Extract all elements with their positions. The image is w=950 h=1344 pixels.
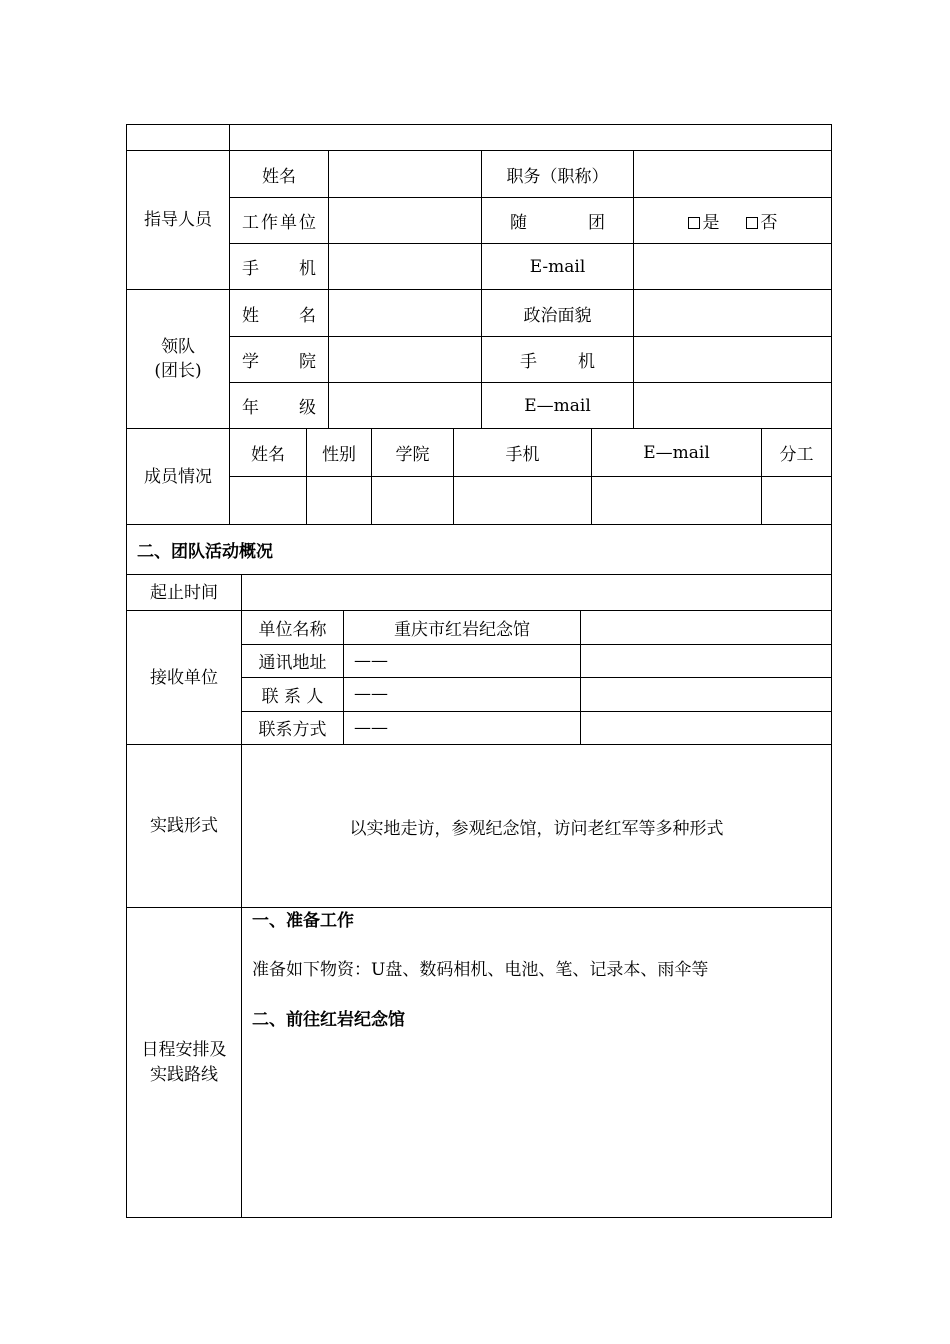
period-field[interactable]	[242, 575, 831, 610]
member-gender-field[interactable]	[306, 477, 371, 524]
period-label: 起止时间	[127, 575, 242, 610]
receiver-unit-value: 重庆市红岩纪念馆	[343, 611, 580, 644]
advisor-accompany-options	[633, 198, 831, 243]
accompany-no-option[interactable]	[746, 208, 778, 233]
advisor-unit-field[interactable]	[328, 198, 481, 243]
leader-name-field[interactable]	[328, 290, 481, 336]
receiver-address-value: ——	[343, 645, 580, 678]
members-blank-row	[230, 476, 831, 524]
period-row	[126, 574, 832, 610]
unit-char: 作	[261, 213, 278, 233]
advisor-email-label: E-mail	[481, 244, 633, 289]
schedule-section	[126, 907, 832, 1218]
unit-char: 位	[299, 213, 316, 233]
member-email-field[interactable]	[591, 477, 761, 524]
receiver-unit-extra[interactable]	[580, 611, 831, 644]
unit-char: 工	[242, 213, 259, 233]
leader-college-field[interactable]	[328, 337, 481, 382]
checkbox-icon[interactable]	[746, 217, 758, 229]
receiver-section	[126, 610, 832, 744]
schedule-paragraph-1: 准备如下物资：U盘、数码相机、电池、笔、记录本、雨伞等	[252, 960, 709, 980]
receiver-contact-extra[interactable]	[580, 678, 831, 711]
leader-grade-label	[230, 383, 328, 428]
member-role-field[interactable]	[761, 477, 831, 524]
top-blank-row	[126, 124, 832, 150]
leader-label-line2: (团长)	[154, 361, 202, 381]
member-phone-field[interactable]	[453, 477, 591, 524]
leader-phone-label	[481, 337, 633, 382]
advisor-name-label: 姓名	[262, 166, 296, 187]
grade-char: 年	[242, 398, 259, 418]
no-label: 否	[760, 213, 778, 233]
members-section	[126, 428, 832, 524]
name-char: 姓	[242, 305, 259, 326]
advisor-unit-label	[230, 198, 328, 243]
receiver-row	[242, 611, 831, 644]
phone-char: 手	[242, 259, 259, 279]
section2-title: 二、团队活动概况	[137, 542, 273, 562]
leader-politics-field[interactable]	[633, 290, 831, 336]
unit-char: 单	[280, 213, 297, 233]
practice-form-section	[126, 744, 832, 907]
members-header-phone: 手机	[453, 429, 591, 476]
leader-politics-label: 政治面貌	[481, 290, 633, 336]
leader-email-field[interactable]	[633, 383, 831, 428]
receiver-contact-label: 联 系 人	[261, 686, 324, 707]
leader-section	[126, 289, 832, 428]
advisor-title-field[interactable]	[633, 151, 831, 197]
practice-form-label: 实践形式	[127, 745, 242, 907]
leader-name-label	[230, 290, 328, 336]
receiver-label: 接收单位	[127, 611, 242, 744]
advisor-email-field[interactable]	[633, 244, 831, 289]
advisor-label: 指导人员	[127, 151, 230, 289]
schedule-label	[127, 908, 242, 1217]
advisor-name-field[interactable]	[328, 151, 481, 197]
schedule-label-line1: 日程安排及	[141, 1039, 227, 1060]
college-char: 院	[299, 352, 316, 372]
schedule-heading-1: 一、准备工作	[252, 911, 354, 931]
name-char: 名	[299, 305, 316, 326]
top-blank-label	[127, 125, 230, 150]
application-form	[126, 124, 832, 1218]
receiver-address-extra[interactable]	[580, 645, 831, 678]
members-header-email: E—mail	[591, 429, 761, 476]
accompany-char: 团	[588, 213, 605, 233]
receiver-method-value: ——	[343, 712, 580, 745]
schedule-label-line2: 实践路线	[150, 1064, 218, 1085]
leader-label-line1: 领队	[161, 337, 195, 357]
advisor-accompany-label	[481, 198, 633, 243]
advisor-phone-field[interactable]	[328, 244, 481, 289]
receiver-row	[242, 711, 831, 745]
receiver-unit-label: 单位名称	[258, 619, 327, 640]
top-blank-value[interactable]	[230, 125, 831, 150]
phone-char: 手	[520, 352, 537, 372]
members-header-gender: 性别	[306, 429, 371, 476]
schedule-content	[242, 908, 831, 1217]
yes-label: 是	[702, 213, 720, 233]
leader-grade-field[interactable]	[328, 383, 481, 428]
schedule-heading-2: 二、前往红岩纪念馆	[252, 1010, 405, 1030]
members-header-role: 分工	[761, 429, 831, 476]
leader-college-label	[230, 337, 328, 382]
receiver-contact-value: ——	[343, 678, 580, 711]
grade-char: 级	[299, 398, 316, 418]
college-char: 学	[242, 352, 259, 372]
members-label: 成员情况	[127, 429, 230, 524]
leader-phone-field[interactable]	[633, 337, 831, 382]
receiver-method-extra[interactable]	[580, 712, 831, 745]
advisor-section	[126, 150, 832, 289]
receiver-address-label: 通讯地址	[258, 653, 327, 674]
member-college-field[interactable]	[371, 477, 453, 524]
receiver-row	[242, 644, 831, 678]
leader-label	[127, 290, 230, 428]
members-header-name: 姓名	[251, 445, 285, 465]
phone-char: 机	[578, 352, 595, 372]
leader-email-label: E—mail	[481, 383, 633, 428]
practice-form-value: 以实地走访，参观纪念馆，访问老红军等多种形式	[349, 818, 724, 839]
members-header-college: 学院	[371, 429, 453, 476]
member-name-field[interactable]	[230, 477, 306, 524]
phone-char: 机	[299, 259, 316, 279]
receiver-method-label: 联系方式	[258, 720, 327, 741]
advisor-phone-label	[230, 244, 328, 289]
advisor-title-label: 职务（职称）	[481, 151, 633, 197]
accompany-char: 随	[510, 213, 527, 233]
checkbox-icon[interactable]	[688, 217, 700, 229]
accompany-yes-option[interactable]	[688, 208, 720, 233]
receiver-row	[242, 677, 831, 711]
section2-title-row	[126, 524, 832, 574]
